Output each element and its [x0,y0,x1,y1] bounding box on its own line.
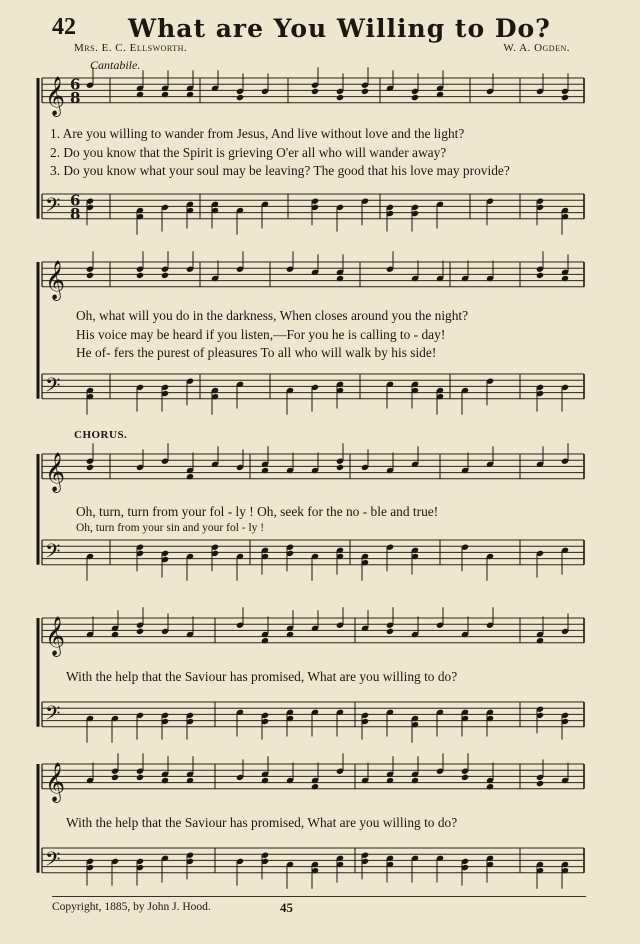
note-head [136,272,144,279]
bass-clef-icon: 𝄢 [45,373,61,402]
verse-line-2: 2. Do you know that the Spirit is grieving O'er all who will wander away? [50,145,447,160]
treble-clef-icon: 𝄞 [45,451,66,492]
note-head [461,774,469,781]
treble-clef-icon: 𝄞 [45,75,66,116]
bass-clef-icon: 𝄢 [45,701,61,730]
bass-clef-icon: 𝄢 [45,539,61,568]
time-signature-numerator: 6 [70,75,81,94]
note-head [111,774,119,781]
verse-line-1: 1. Are you willing to wander from Jesus, And live without love and the light? [50,126,465,141]
verse-line-1-cont: Oh, what will you do in the darkness, When closes around you the night? [76,308,469,323]
hymn-title: What are You Willing to Do? [128,14,551,43]
hymn-number: 42 [52,14,76,40]
bass-clef-icon: 𝄢 [45,847,61,876]
note-head [536,272,544,279]
note-head [311,88,319,95]
treble-clef-icon: 𝄞 [45,259,66,300]
note-head [561,94,569,101]
author-credit: Mrs. E. C. Ellsworth. [74,42,188,54]
chorus-line-3: With the help that the Saviour has promised, What are you willing to do? [66,815,458,830]
note-head [86,464,94,471]
verse-line-2-cont: His voice may be heard if you listen,—For you he is calling to - day! [76,327,446,342]
verse-line-3-cont: He of- fers the purest of pleasures To all who will walk by his side! [76,345,437,360]
note-head [236,94,244,101]
treble-clef-icon: 𝄞 [45,615,66,656]
chorus-line-1-alt: Oh, turn from your sin and your fol - ly ! [76,522,265,534]
note-head [536,780,544,787]
page-number: 45 [280,900,293,915]
note-head [336,94,344,101]
time-signature-denominator: 8 [70,88,81,107]
chorus-line-1: Oh, turn, turn from your fol - ly ! Oh, seek for the no - ble and true! [76,504,439,519]
page-footer [52,896,586,915]
note-head [386,628,394,635]
verse-line-3: 3. Do you know what your soul may be leaving? The good that his love may provide? [50,163,510,178]
composer-credit: W. A. Ogden. [503,42,570,54]
time-signature-numerator: 6 [70,191,81,210]
note-head [336,464,344,471]
note-head [161,272,169,279]
tempo-marking: Cantabile. [90,58,141,72]
chorus-label: CHORUS. [74,429,128,441]
time-signature-denominator: 8 [70,204,81,223]
note-head [411,94,419,101]
note-head [361,88,369,95]
note-head [136,628,144,635]
treble-clef-icon: 𝄞 [45,761,66,802]
note-head [86,272,94,279]
note-head [136,774,144,781]
bass-clef-icon: 𝄢 [45,193,61,222]
chorus-line-2: With the help that the Saviour has promised, What are you willing to do? [66,669,458,684]
copyright-notice: Copyright, 1885, by John J. Hood. [52,901,211,913]
